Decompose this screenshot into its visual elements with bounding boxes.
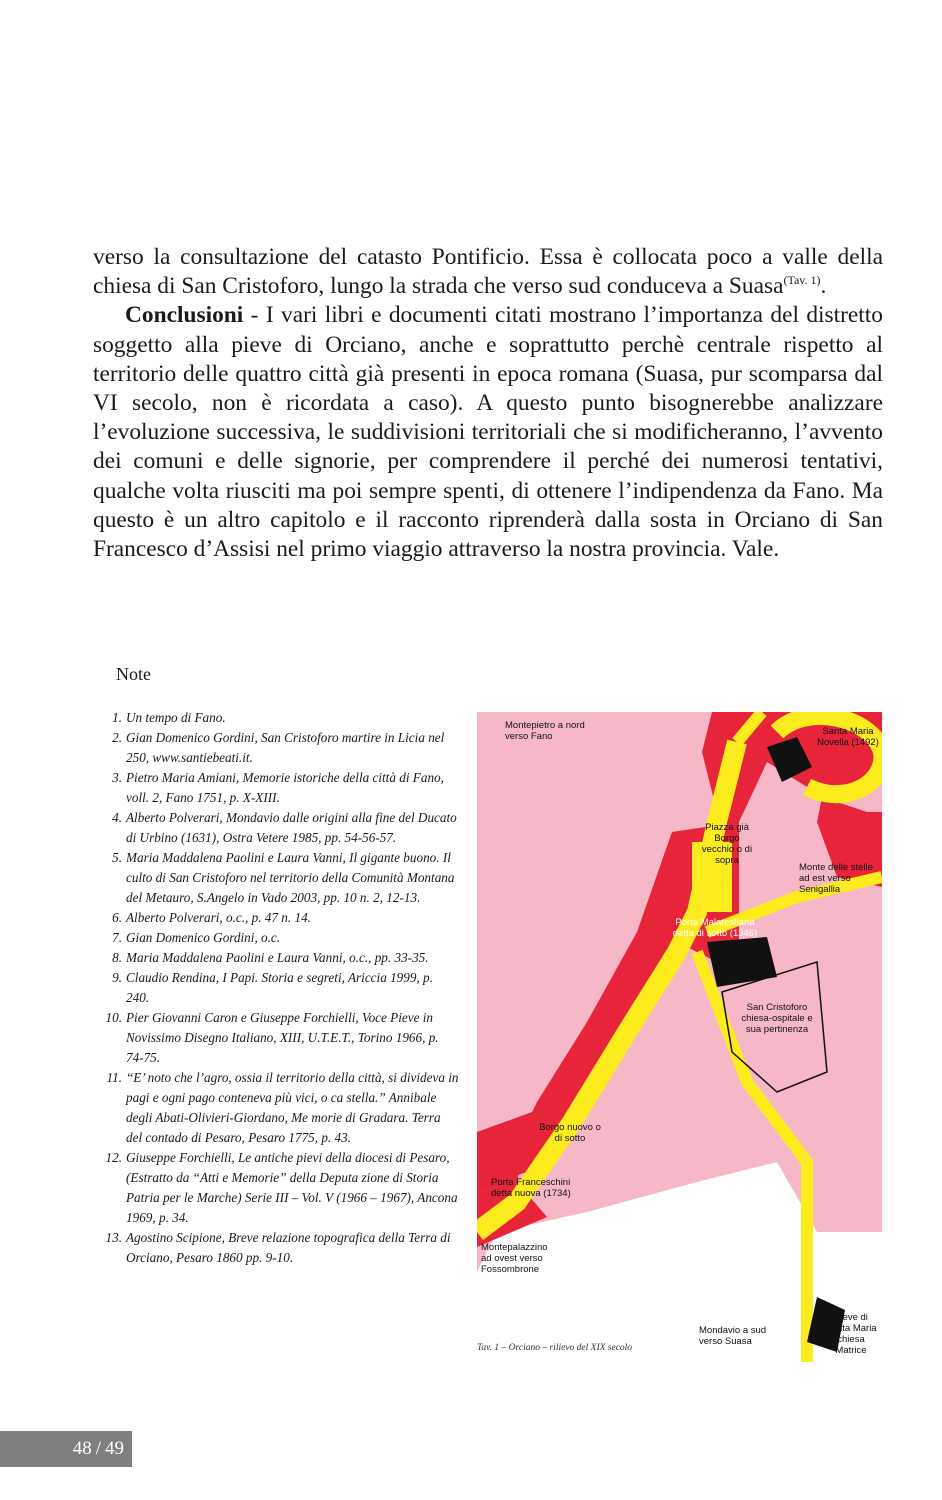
note-text: Pietro Maria Amiani, Memorie istoriche della città di Fano, voll. 2, Fano 1751, p. X-XIII.: [126, 770, 444, 805]
note-number: 11.: [106, 1070, 122, 1085]
map-caption: Tav. 1 – Orciano – rilievo del XIX secolo: [477, 1343, 633, 1353]
note-item: [104, 1148, 459, 1228]
page-number: [73, 1438, 124, 1460]
map-label-piazza: Piazza già Borgo vecchio o di sopra: [701, 822, 753, 866]
orciano-map: [477, 712, 882, 1362]
map-label-santa-maria-novella: Santa Maria Novella (1492): [817, 726, 879, 748]
note-item: [104, 728, 459, 768]
paragraph-1: [93, 243, 883, 301]
note-text: Agostino Scipione, Breve relazione topografica della Terra di Orciano, Pesaro 1860 pp. 9-10.: [126, 1230, 451, 1265]
note-item: [104, 908, 459, 928]
conclusioni-heading: Conclusioni: [125, 302, 244, 329]
note-number: 6.: [112, 910, 122, 925]
note-number: 12.: [105, 1150, 122, 1165]
note-item: [104, 1228, 459, 1268]
note-item: [104, 768, 459, 808]
note-number: 3.: [112, 770, 122, 785]
page-current: 48: [72, 1438, 92, 1459]
note-number: 4.: [112, 810, 122, 825]
note-item: [104, 948, 459, 968]
map-label-montepietro: Montepietro a nord verso Fano: [505, 720, 585, 742]
note-item: [104, 808, 459, 848]
paragraph-1-end: .: [820, 273, 827, 300]
page-total: 49: [105, 1438, 124, 1459]
note-text: Maria Maddalena Paolini e Laura Vanni, o.c., pp. 33-35.: [126, 950, 429, 965]
note-item: [104, 1068, 459, 1148]
note-item: [104, 928, 459, 948]
note-text: Alberto Polverari, Mondavio dalle origini alla fine del Ducato di Urbino (1631), Ostra Vetere 1985, pp. 54-56-57.: [126, 810, 457, 845]
map-label-porta-malatestiana: Porta Malatestiana detta di sotto (1346): [672, 917, 758, 939]
map-label-san-cristoforo: San Cristoforo chiesa-ospitale e sua pertinenza: [741, 1002, 813, 1035]
note-number: 5.: [112, 850, 122, 865]
body-text: [93, 243, 883, 564]
note-text: Giuseppe Forchielli, Le antiche pievi della diocesi di Pesaro, (Estratto da “Atti e Memorie” della Deputa zione di Storia Patria per le Marche) Serie III – Vol. V (1966 – 1967), Ancona 1969, p. 34.: [126, 1150, 458, 1225]
note-text: Pier Giovanni Caron e Giuseppe Forchielli, Voce Pieve in Novissimo Disegno Italiano, XIII, U.T.E.T., Torino 1966, p. 74-75.: [126, 1010, 439, 1065]
note-text: Un tempo di Fano.: [126, 710, 226, 725]
notes-list: [104, 708, 459, 1268]
note-text: Gian Domenico Gordini, San Cristoforo martire in Licia nel 250, www.santiebeati.it.: [126, 730, 445, 765]
paragraph-2-text: - I vari libri e documenti citati mostrano l’importanza del distretto soggetto alla pieve di Orciano, anche e soprattutto perchè centrale rispetto al territorio delle quattro città già presenti in epoca romana (Suasa, pur scomparsa dal VI secolo, non è ricordata a caso). A questo punto bisognerebbe analizzare l’evoluzione successiva, le suddivisioni territoriali che si modificheranno, l’avvento dei comuni e delle signorie, per comprendere il perché dei numerosi tentativi, qualche volta riusciti ma poi sempre spenti, di ottenere l’indipendenza da Fano. Ma questo è un altro capitolo e il racconto riprenderà dalla sosta in Orciano di San Francesco d’Assisi nel primo viaggio attraverso la nostra provincia. Vale.: [93, 302, 883, 563]
note-number: 1.: [112, 710, 122, 725]
tav-reference: (Tav. 1): [783, 273, 821, 288]
page-number-tab: [0, 1431, 132, 1467]
note-item: [104, 708, 459, 728]
map-label-mondavio: Mondavio a sud verso Suasa: [699, 1325, 767, 1347]
note-text: Alberto Polverari, o.c., p. 47 n. 14.: [126, 910, 311, 925]
note-number: 8.: [112, 950, 122, 965]
note-item: [104, 968, 459, 1008]
page-separator: /: [95, 1438, 101, 1459]
note-number: 9.: [112, 970, 122, 985]
notes-title: Note: [116, 664, 151, 684]
map-label-pieve: Pieve di Santa Maria chiesa Matrice: [825, 1312, 877, 1356]
paragraph-2: [93, 301, 883, 564]
note-number: 10.: [105, 1010, 122, 1025]
map-label-porta-franceschini: Porta Franceschini detta nuova (1734): [491, 1177, 571, 1199]
map-label-borgo-nuovo: Borgo nuovo o di sotto: [539, 1122, 601, 1144]
note-text: Claudio Rendina, I Papi. Storia e segreti, Ariccia 1999, p. 240.: [126, 970, 433, 1005]
map-label-montepalazzino: Montepalazzino ad ovest verso Fossombrone: [481, 1242, 548, 1275]
note-item: [104, 1008, 459, 1068]
paragraph-1-text: verso la consultazione del catasto Pontificio. Essa è collocata poco a valle della chiesa di San Cristoforo, lungo la strada che verso sud conduceva a Suasa: [93, 244, 883, 300]
note-item: [104, 848, 459, 908]
note-number: 13.: [105, 1230, 122, 1245]
note-number: 2.: [112, 730, 122, 745]
note-number: 7.: [112, 930, 122, 945]
map-label-monte-stelle: Monte delle stelle ad est verso Senigallia: [799, 862, 873, 895]
note-text: Gian Domenico Gordini, o.c.: [126, 930, 281, 945]
note-text: Maria Maddalena Paolini e Laura Vanni, Il gigante buono. Il culto di San Cristoforo nel territorio della Comunità Montana del Metauro, S.Angelo in Vado 2003, pp. 10 n. 2, 12-13.: [126, 850, 455, 905]
note-text: “E’ noto che l’agro, ossia il territorio della città, si divideva in pagi e ogni pago conteneva più vici, o ca stella.” Annibale degli Abati-Olivieri-Giordano, Me morie di Gradara. Terra del contado di Pesaro, Pesaro 1775, p. 43.: [126, 1070, 459, 1145]
